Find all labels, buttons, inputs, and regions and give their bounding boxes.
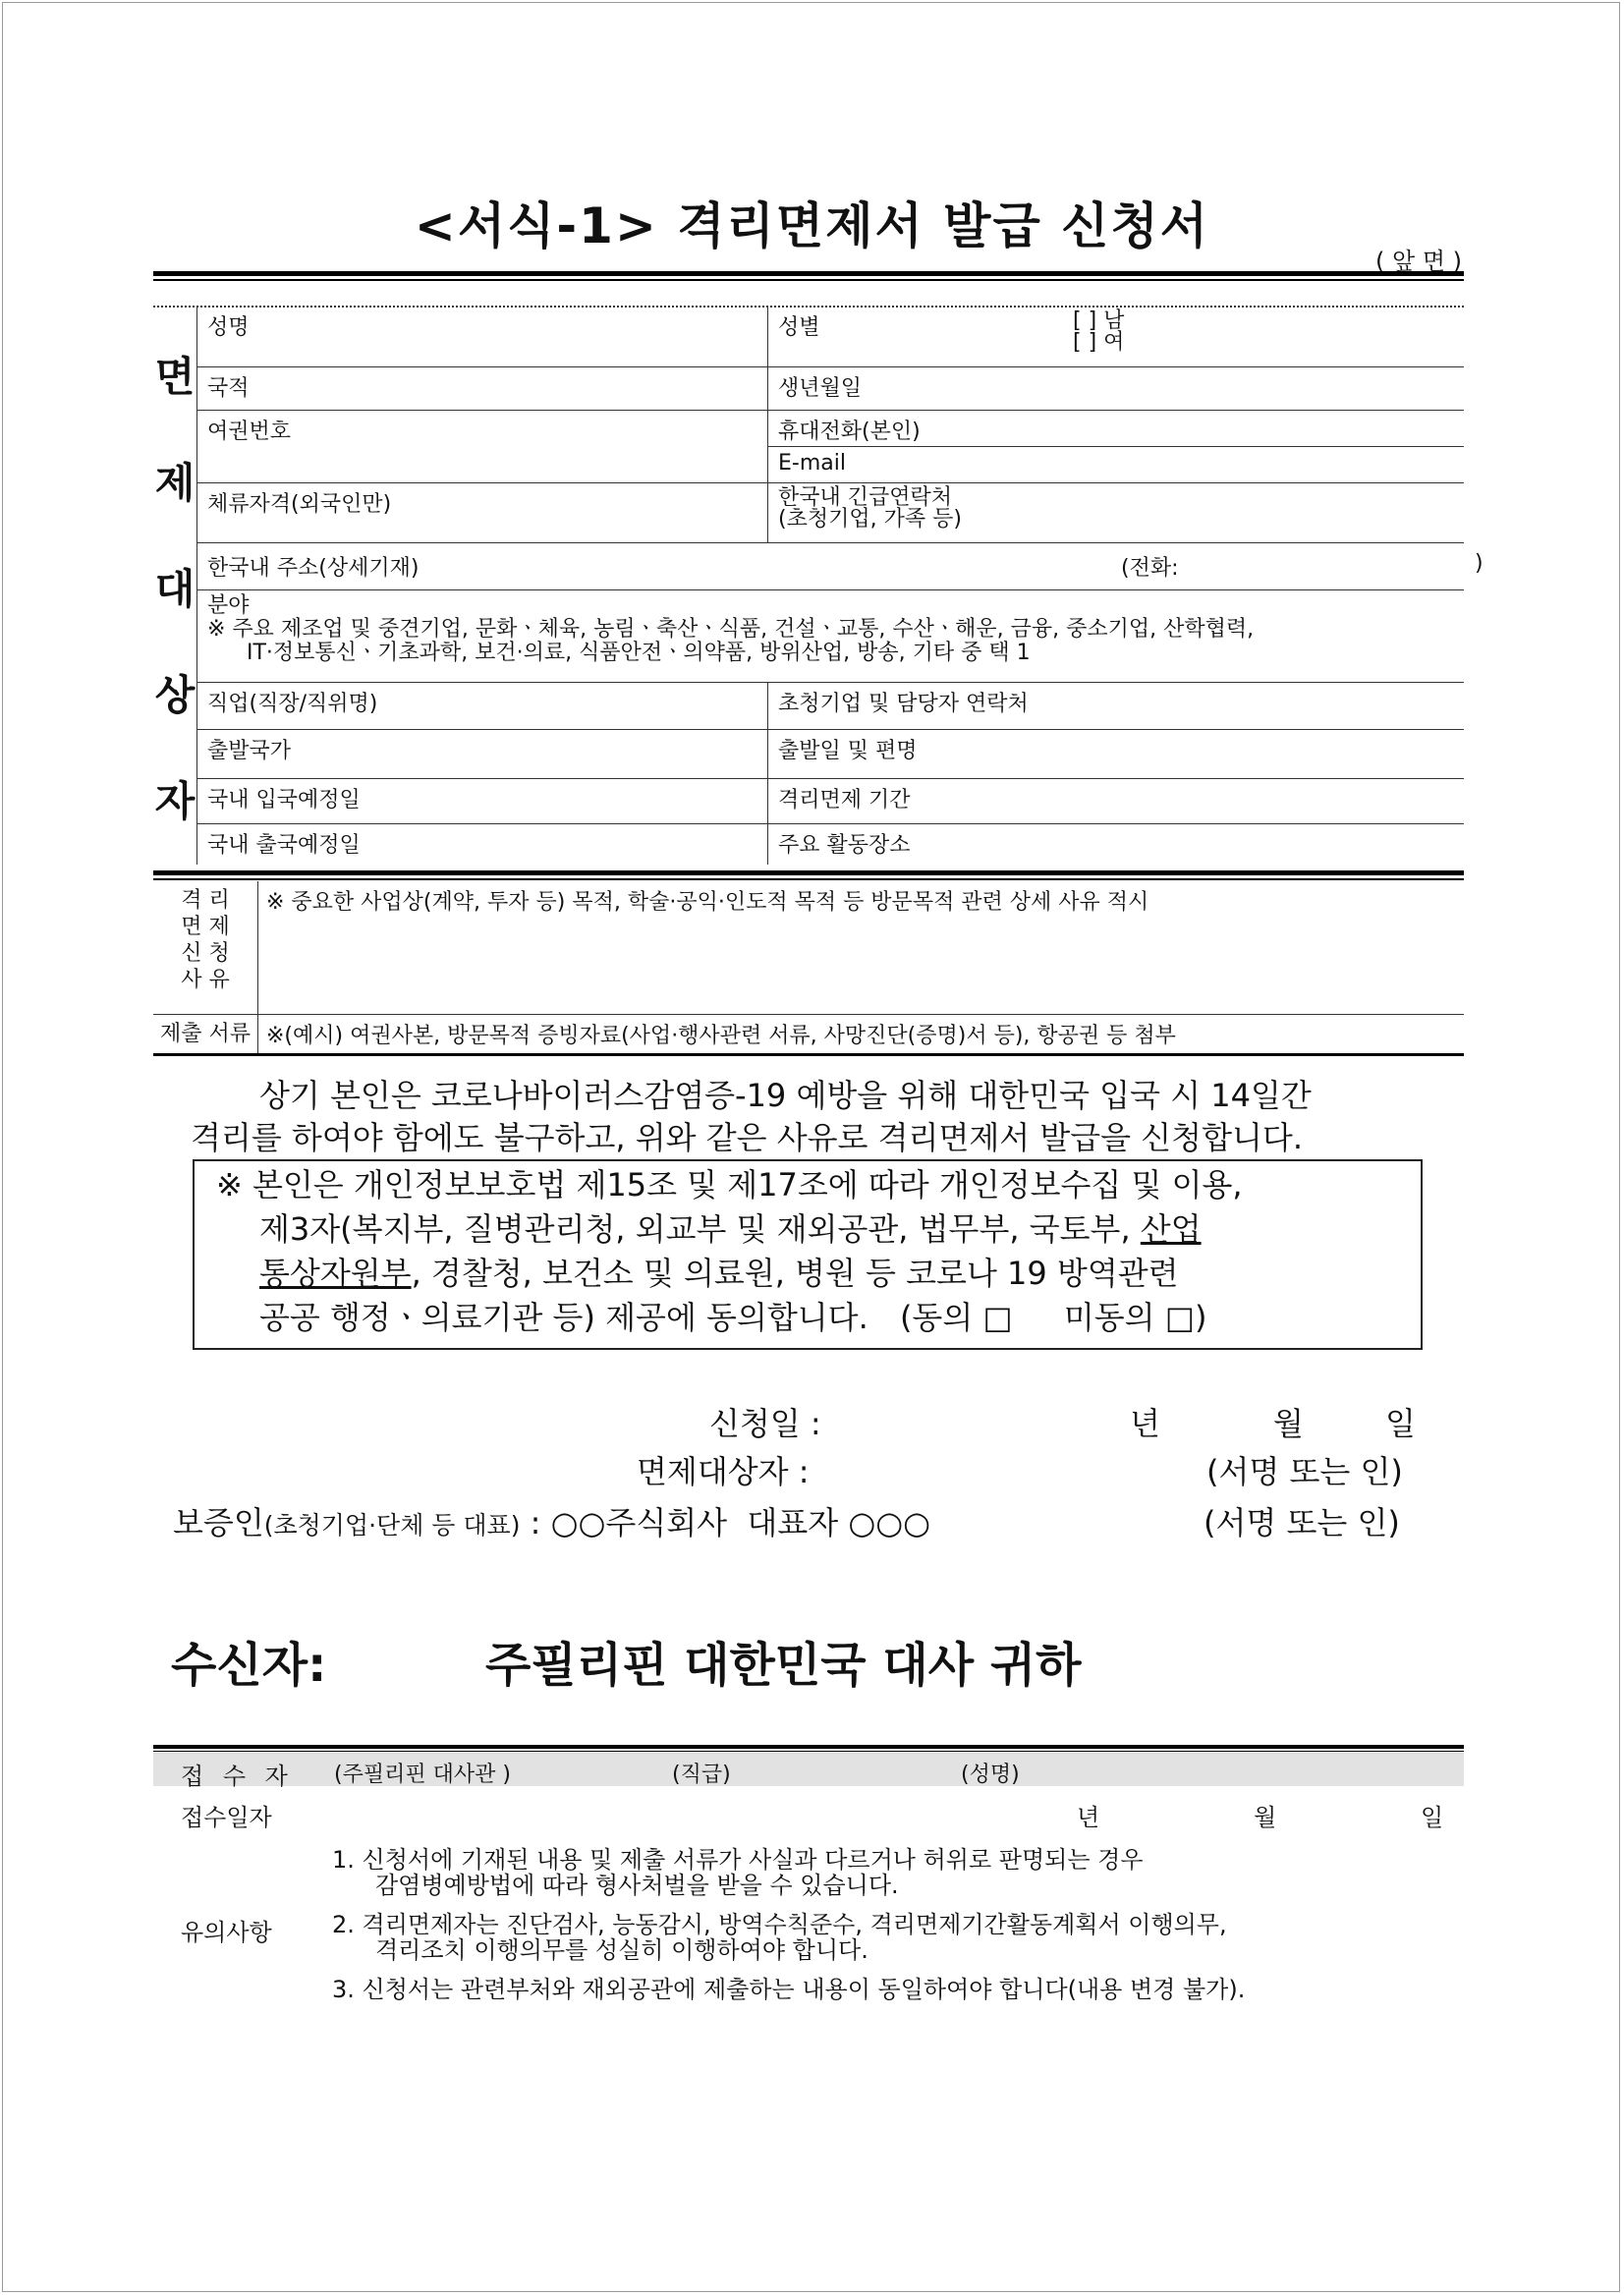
apply-date-month[interactable]: 월 [1273, 1405, 1304, 1442]
statement-line-2: 격리를 하여야 함에도 불구하고, 위와 같은 사유로 격리면제서 발급을 신청합니다. [191, 1119, 1303, 1156]
consent-disagree-checkbox[interactable]: 미동의 □) [1063, 1299, 1207, 1336]
subject-divider [153, 870, 1464, 880]
job-field[interactable]: 직업(직장/직위명) [197, 682, 768, 729]
reason-bottom-divider [153, 1053, 1464, 1056]
guarantor-row: 보증인(초청기업·단체 등 대표) : ○○주식회사 대표자 ○○○ [173, 1504, 931, 1541]
recipient-value: 주필리핀 대한민국 대사 귀하 [485, 1638, 1082, 1693]
subject-side-label: 면 제 대 상 자 [153, 307, 197, 865]
consent-box: ※ 본인은 개인정보보호법 제15조 및 제17조에 따라 개인정보수집 및 이용, 제3자(복지부, 질병관리청, 외교부 및 재외공관, 법무부, 국토부, 산업 통상자원부, 경찰청, 보건소 및 의료원, 병원 등 코로나 19 방역관련 공공 행정ㆍ의료기관 등) 제공에 동의합니다. (동의 □ 미동의 □) [193, 1159, 1423, 1350]
receiver-label: 접 수 자 [181, 1763, 294, 1790]
receiver-org[interactable]: (주필리핀 대사관 ) [334, 1763, 511, 1787]
departure-country-field[interactable]: 출발국가 [197, 729, 768, 778]
receiver-name[interactable]: (성명) [961, 1763, 1020, 1787]
field-note-2: IT·정보통신ㆍ기초과학, 보건·의료, 식품안전ㆍ의약품, 방위산업, 방송, 기타 중 택 1 [247, 640, 1031, 665]
mobile-field[interactable]: 휴대전화(본인) [768, 410, 1465, 446]
notes-list [332, 1847, 1452, 2002]
guarantor-signature[interactable]: (서명 또는 인) [1204, 1504, 1400, 1541]
statement-line-1: 상기 본인은 코로나바이러스감염증-19 예방을 위해 대한민국 입국 시 14일간 [259, 1077, 1312, 1114]
documents-label: 제출 서류 [153, 1014, 258, 1053]
gender-male-checkbox[interactable]: [ ] 남 [1073, 308, 1125, 333]
guarantor-value: ○○주식회사 대표자 ○○○ [550, 1504, 931, 1541]
notes-label: 유의사항 [181, 1919, 272, 1946]
inviter-field[interactable]: 초청기업 및 담당자 연락처 [768, 682, 1465, 729]
departure-flight-field[interactable]: 출발일 및 편명 [768, 729, 1465, 778]
exempt-period-field[interactable]: 격리면제 기간 [768, 778, 1465, 823]
consent-line-1: 본인은 개인정보보호법 제15조 및 제17조에 따라 개인정보수집 및 이용, [252, 1166, 1243, 1204]
receipt-date-day[interactable]: 일 [1421, 1804, 1444, 1831]
subject-signature[interactable]: (서명 또는 인) [1206, 1453, 1403, 1490]
subject-table [153, 307, 1484, 865]
subject-sign-label: 면제대상자 : [637, 1453, 810, 1490]
nationality-field[interactable]: 국적 [197, 366, 768, 410]
consent-agree-checkbox[interactable]: (동의 □ [899, 1299, 1013, 1336]
note-item: 1. 신청서에 기재된 내용 및 제출 서류가 사실과 다르거나 허위로 판명되는 경우 감염병예방법에 따라 형사처벌을 받을 수 있습니다. [332, 1846, 1144, 1899]
apply-date-label: 신청일 : [709, 1405, 821, 1442]
reason-label: 격 리 면 제 신 청 사 유 [153, 881, 258, 1014]
recipient-label: 수신자: [171, 1638, 327, 1693]
gender-field[interactable]: 성별 [ ] 남 [ ] 여 [768, 307, 1465, 366]
reason-field[interactable]: ※ 중요한 사업상(계약, 투자 등) 목적, 학술·공익·인도적 목적 등 방문목적 관련 상세 사유 적시 [258, 881, 1465, 1014]
field-note: ※ 주요 제조업 및 중견기업, 문화ㆍ체육, 농림ㆍ축산ㆍ식품, 건설ㆍ교통, 수산ㆍ해운, 금융, 중소기업, 산학협력, [207, 616, 1255, 642]
visa-field[interactable]: 체류자격(외국인만) [197, 482, 768, 542]
apply-date-day[interactable]: 일 [1385, 1405, 1416, 1442]
receiver-rank[interactable]: (직급) [672, 1763, 731, 1787]
phone-label: (전화: [1121, 555, 1179, 581]
documents-note: ※(예시) 여권사본, 방문목적 증빙자료(사업·행사관련 서류, 사망진단(증명)서 등), 항공권 등 첨부 [266, 1023, 1176, 1048]
address-field[interactable]: 한국내 주소(상세기재) (전화: ) [197, 542, 1465, 589]
birthdate-field[interactable]: 생년월일 [768, 366, 1465, 410]
activity-place-field[interactable]: 주요 활동장소 [778, 832, 911, 858]
name-field[interactable]: 성명 [197, 307, 768, 366]
passport-field[interactable]: 여권번호 [197, 410, 768, 482]
form-title: <서식-1> 격리면제서 발급 신청서 [414, 197, 1210, 254]
note-item: 2. 격리면제자는 진단검사, 능동감시, 방역수칙준수, 격리면제기간활동계획서 이행의무, 격리조치 이행의무를 성실히 이행하여야 합니다. [332, 1911, 1227, 1964]
field-selection[interactable]: 분야 ※ 주요 제조업 및 중견기업, 문화ㆍ체육, 농림ㆍ축산ㆍ식품, 건설ㆍ교통, 수산ㆍ해운, 금융, 중소기업, 산학협력, IT·정보통신ㆍ기초과학, 보건·의료, 식품안전ㆍ의약품, 방위산업, 방송, 기타 중 택 1 [197, 589, 1465, 682]
receipt-divider [153, 1745, 1464, 1752]
receipt-date-month[interactable]: 월 [1254, 1804, 1277, 1831]
reason-table [153, 881, 1464, 1053]
title-divider [153, 271, 1464, 281]
apply-date-year[interactable]: 년 [1130, 1405, 1160, 1442]
exit-date-field[interactable]: 국내 출국예정일 [197, 823, 768, 865]
receiver-row [153, 1753, 1464, 1790]
entry-date-field[interactable]: 국내 입국예정일 [197, 778, 768, 823]
page-side-label: ( 앞 면 ) [1375, 248, 1462, 275]
email-field[interactable]: E-mail [768, 446, 1465, 482]
gender-female-checkbox[interactable]: [ ] 여 [1073, 330, 1125, 355]
receipt-date-year[interactable]: 년 [1077, 1804, 1100, 1831]
receipt-date-label: 접수일자 [181, 1804, 272, 1831]
emergency-contact-field[interactable]: 한국내 긴급연락처 (초청기업, 가족 등) [768, 482, 1465, 542]
note-item: 3. 신청서는 관련부처와 재외공관에 제출하는 내용이 동일하여야 합니다(내용 변경 불가). [332, 1976, 1246, 2003]
